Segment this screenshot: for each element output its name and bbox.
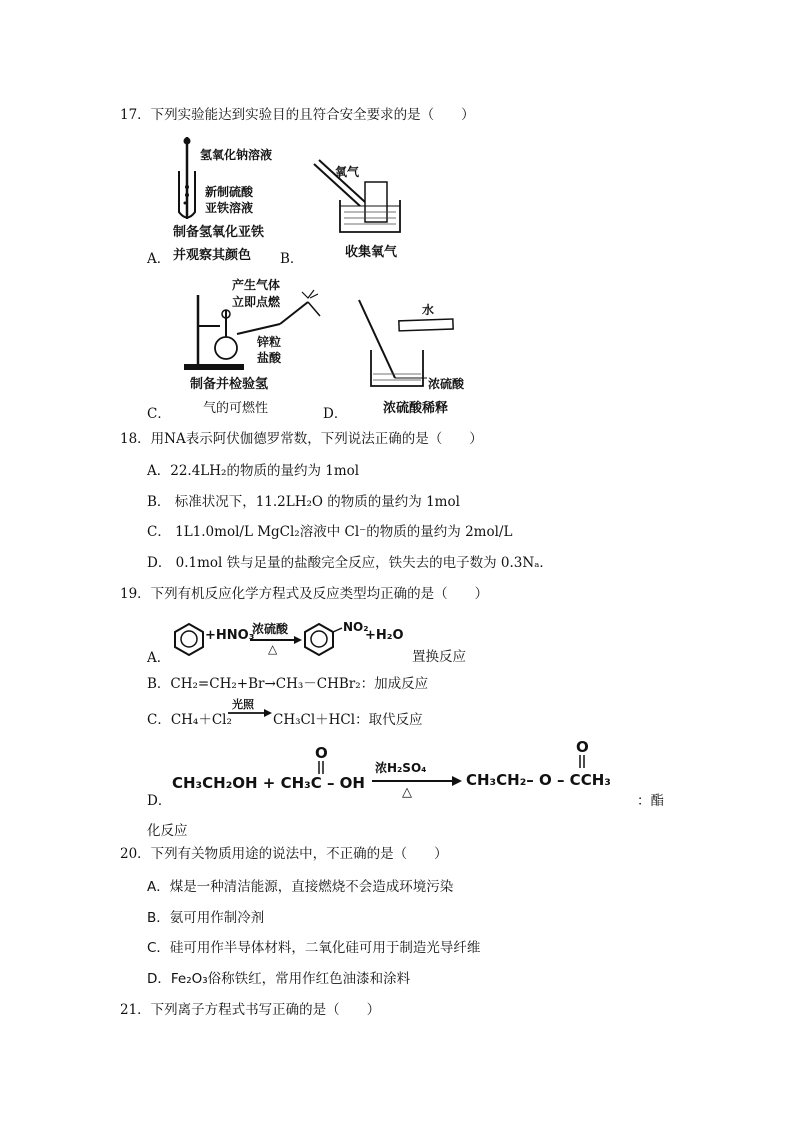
q19-d-arrow (372, 777, 462, 785)
q17-b-caption: 收集氧气 (345, 245, 398, 260)
q19-d-letter: D． (147, 793, 172, 809)
q17-a-label-feso4-1: 新制硫酸 (205, 185, 254, 199)
q19-a-benzene-1 (172, 622, 206, 656)
q18-option-b: B． 标准状况下，11.2LH₂O 的物质的量约为 1mol (147, 494, 460, 510)
q19-d-oxygen-1: O (315, 744, 328, 762)
q17-c-label-1: 产生气体 (232, 278, 281, 292)
q17-c-caption-1: 制备并检验氢 (190, 377, 269, 392)
q17-a-label-feso4-2: 亚铁溶液 (205, 201, 254, 215)
q17-a-label-naoh: 氢氧化钠溶液 (200, 148, 273, 162)
q17-d-caption: 浓硫酸稀释 (383, 401, 449, 416)
q19-d-reactants: CH₃CH₂OH + CH₃C – OH (172, 774, 365, 792)
q19-a-plus-h2o: +H₂O (365, 628, 404, 643)
q19-d-product: CH₃CH₂– O – CCH₃ (466, 771, 611, 789)
q19-d-oxygen-2: O (576, 738, 589, 756)
q19-stem: 19．下列有机反应化学方程式及反应类型均正确的是（ ） (120, 586, 489, 602)
q17-c-caption-2: 气的可燃性 (203, 401, 269, 416)
q19-c-arrow (228, 709, 272, 717)
q19-d-condition: 浓H₂SO₄ (375, 761, 427, 775)
q19-c-condition: 光照 (232, 698, 254, 711)
q19-d-type-end: ：酯 (637, 793, 664, 809)
q20-option-a: A．煤是一种清洁能源，直接燃烧不会造成环境污染 (147, 879, 454, 895)
q19-c-left: C．CH₄＋Cl₂ (147, 712, 232, 728)
q17-d-letter: D． (323, 406, 348, 422)
q18-stem: 18．用NA表示阿伏伽德罗常数，下列说法正确的是（ ） (120, 431, 483, 447)
q18-option-d: D． 0.1mol 铁与足量的盐酸完全反应，铁失去的电子数为 0.3Nₐ． (147, 555, 553, 571)
q17-c-label-2: 立即点燃 (232, 295, 281, 309)
q19-a-heat: △ (268, 642, 278, 656)
q19-a-condition: 浓硫酸 (252, 622, 289, 636)
q17-b-label-oxygen: 氧气 (335, 165, 360, 179)
q17-b-letter: B． (280, 251, 304, 267)
q17-c-letter: C． (147, 406, 171, 422)
q17-a-caption-1: 制备氢氧化亚铁 (173, 225, 265, 240)
q17-c-label-zinc: 锌粒 (257, 335, 282, 349)
q21-stem: 21．下列离子方程式书写正确的是（ ） (120, 1002, 381, 1018)
q17-d-label-water: 水 (422, 303, 435, 317)
q19-option-b: B．CH₂=CH₂+Br→CH₃－CHBr₂：加成反应 (147, 676, 429, 692)
q19-a-plus-hno3: +HNO₃ (205, 628, 255, 643)
q19-c-right: CH₃Cl＋HCl：取代反应 (273, 712, 423, 728)
q17-c-label-hcl: 盐酸 (257, 351, 282, 365)
q19-a-no2: NO₂ (343, 620, 369, 634)
q19-d-type-wrap: 化反应 (147, 823, 188, 839)
q17-a-letter: A． (147, 251, 171, 267)
q19-d-double-bond-2 (577, 755, 587, 769)
q19-d-heat: △ (402, 785, 412, 800)
q19-a-benzene-2 (302, 622, 336, 656)
q18-option-a: A．22.4LH₂的物质的量约为 1mol (147, 463, 360, 479)
q19-a-letter: A． (147, 650, 171, 666)
q18-option-c: C． 1L1.0mol/L MgCl₂溶液中 Cl⁻的物质的量约为 2mol/L (147, 524, 513, 540)
q17-a-caption-2: 并观察其颜色 (173, 248, 252, 263)
q17-b-figure (310, 160, 410, 240)
q19-d-double-bond-1 (316, 761, 326, 775)
q20-option-d: D．Fe₂O₃俗称铁红，常用作红色油漆和涂料 (147, 971, 411, 987)
q20-stem: 20．下列有关物质用途的说法中，不正确的是（ ） (120, 846, 448, 862)
q19-a-type: 置换反应 (412, 649, 466, 665)
q17-d-label-acid: 浓硫酸 (428, 377, 465, 391)
q17-stem: 17．下列实验能达到实验目的且符合安全要求的是（ ） (120, 107, 475, 123)
q20-option-b: B．氨可用作制冷剂 (147, 910, 265, 926)
q20-option-c: C．硅可用作半导体材料，二氧化硅可用于制造光导纤维 (147, 940, 481, 956)
